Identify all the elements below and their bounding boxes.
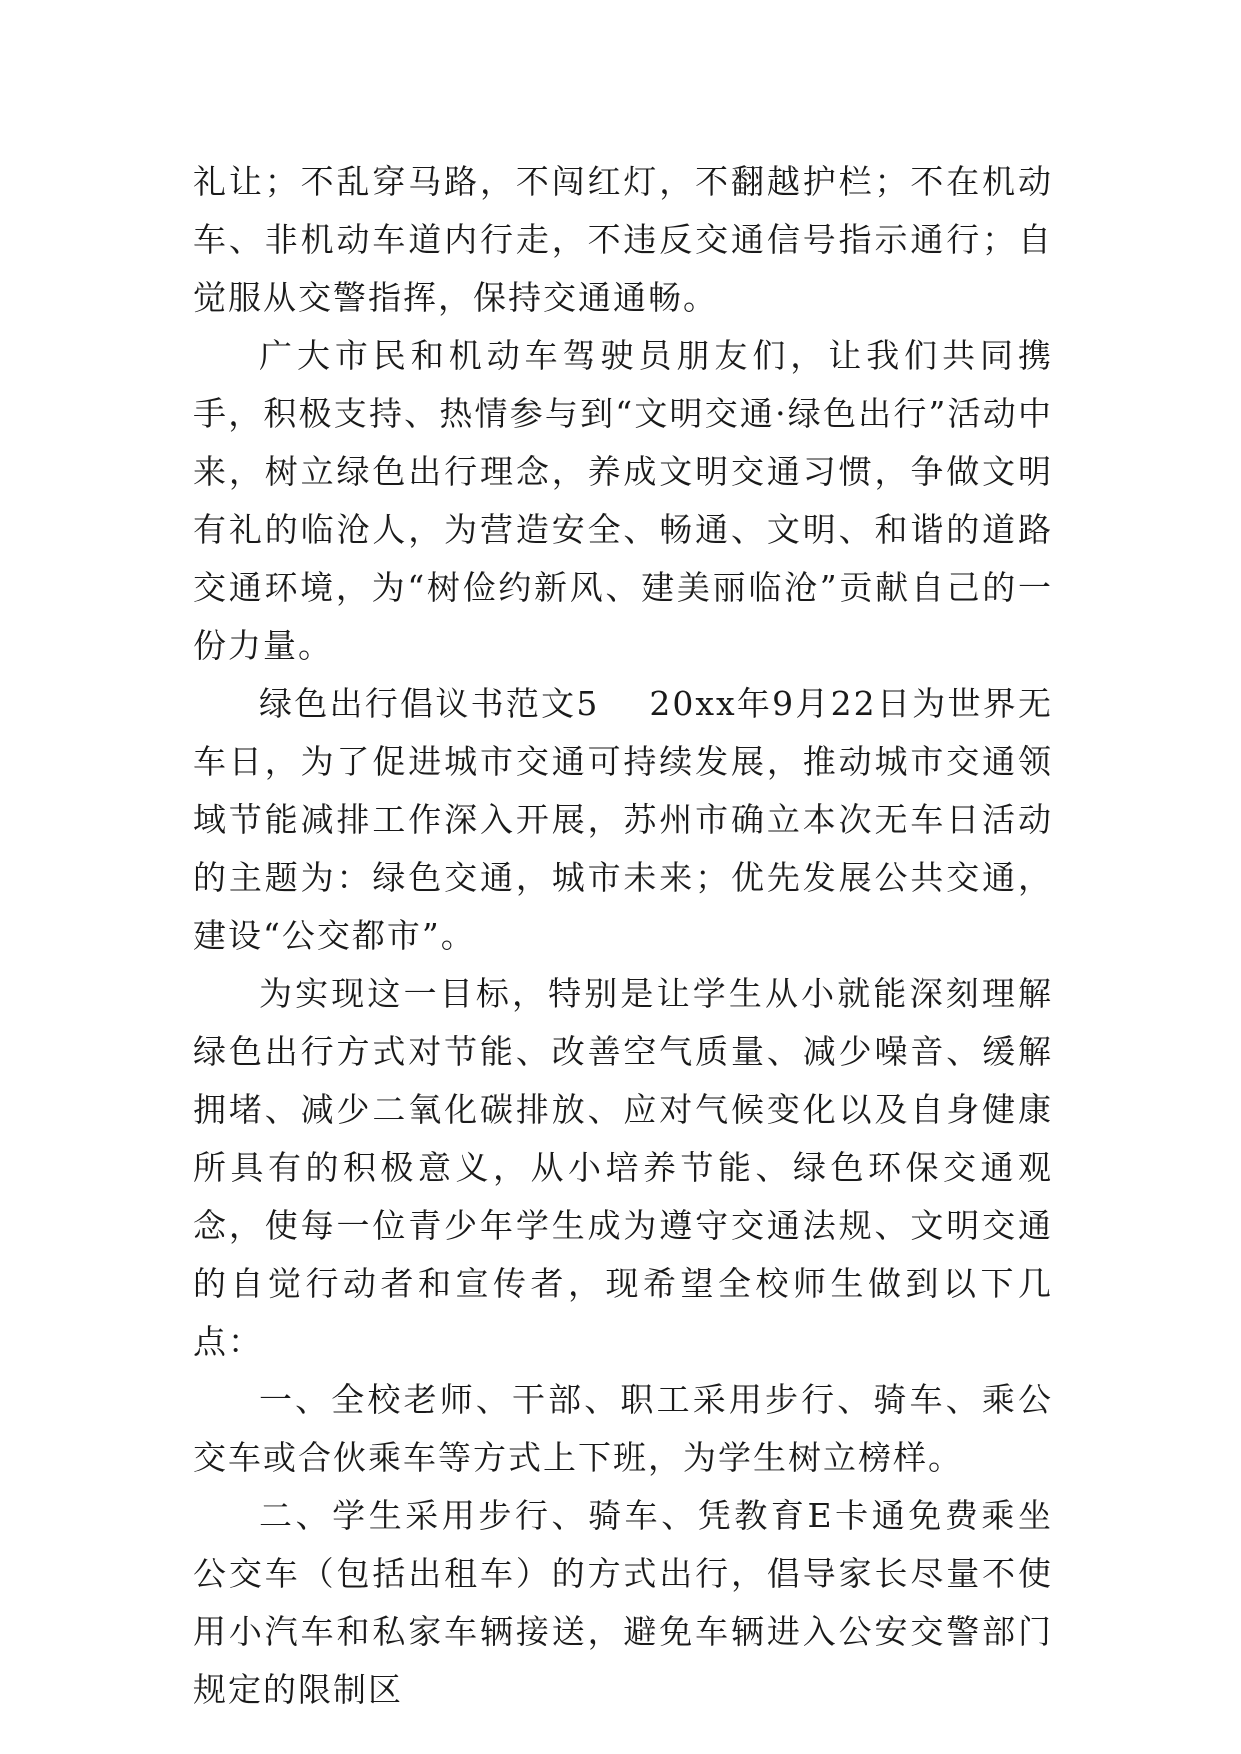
sample-5-body: 20xx年9月22日为世界无车日，为了促进城市交通可持续发展，推动城市交通领域节能减排工作深入开展，苏州市确立本次无车日活动的主题为：绿色交通，城市未来；优先发展公共交通，建设“公交都市”。 <box>193 684 1054 955</box>
document-body <box>193 153 1053 1719</box>
paragraph-sample-5 <box>193 675 1053 965</box>
paragraph-point-2: 二、学生采用步行、骑车、凭教育E卡通免费乘坐公交车（包括出租车）的方式出行，倡导家长尽量不使用小汽车和私家车辆接送，避免车辆进入公安交警部门规定的限制区 <box>193 1496 1053 1709</box>
paragraph-continuation: 礼让；不乱穿马路，不闯红灯，不翻越护栏；不在机动车、非机动车道内行走，不违反交通信号指示通行；自觉服从交警指挥，保持交通通畅。 <box>193 162 1053 317</box>
sample-heading: 绿色出行倡议书范文5 <box>259 684 600 723</box>
paragraph-appeal: 广大市民和机动车驾驶员朋友们，让我们共同携手，积极支持、热情参与到“文明交通·绿色出行”活动中来，树立绿色出行理念，养成文明交通习惯，争做文明有礼的临沧人，为营造安全、畅通、文明、和谐的道路交通环境，为“树俭约新风、建美丽临沧”贡献自己的一份力量。 <box>193 336 1053 665</box>
paragraph-point-1: 一、全校老师、干部、职工采用步行、骑车、乘公交车或合伙乘车等方式上下班，为学生树立榜样。 <box>193 1380 1053 1477</box>
paragraph-goal: 为实现这一目标，特别是让学生从小就能深刻理解绿色出行方式对节能、改善空气质量、减少噪音、缓解拥堵、减少二氧化碳排放、应对气候变化以及自身健康所具有的积极意义，从小培养节能、绿色环保交通观念，使每一位青少年学生成为遵守交通法规、文明交通的自觉行动者和宣传者，现希望全校师生做到以下几点： <box>193 974 1053 1361</box>
